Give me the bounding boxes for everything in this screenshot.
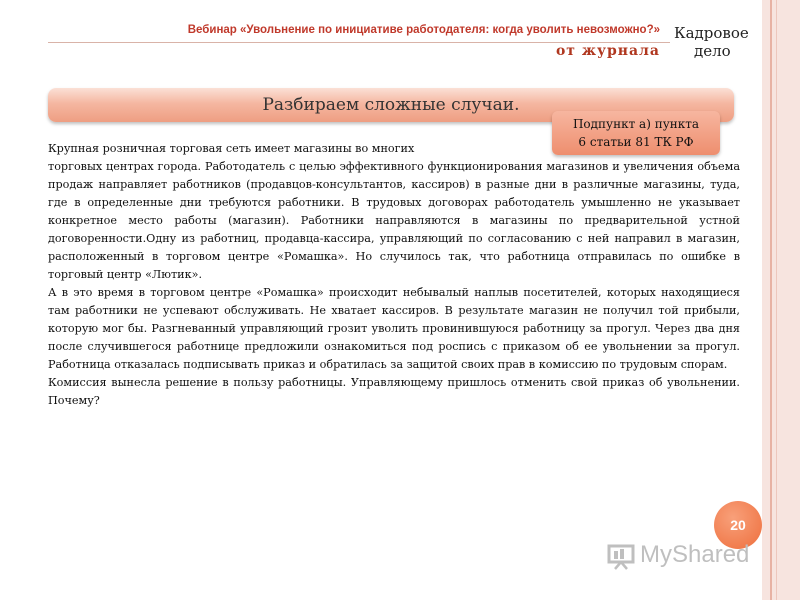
kadrovoe-delo-logo — [672, 20, 764, 64]
case-text — [48, 140, 740, 410]
border-line — [770, 0, 772, 600]
logo-line1: Кадровое — [674, 24, 749, 42]
paragraph-1 — [48, 140, 740, 284]
presentation-icon — [606, 540, 636, 570]
legal-ref-line2: 6 статьи 81 ТК РФ — [578, 135, 694, 149]
paragraph-1-rest: торговых центрах города. Работодатель с целью эффективного функционирования магазинов и увеличения объема продаж направляет работников (продавцов-консультантов, кассиров) в разные дни в различные магазины, туда, где в определенные дни требуются работники. В трудовых договорах работодатель умышленно не указывает конкретное место работы (магазин). Работники направляются в магазины по предварительной устной договоренности.Одну из работниц, продавца-кассира, управляющий по согласованию с ней направил в магазин, расположенный в торговом центре «Ромашка». Но случилось так, что работница отправилась по ошибке в торговый центр «Лютик». — [48, 160, 740, 281]
page-number: 20 — [730, 517, 746, 533]
paragraph-2: А в это время в торговом центре «Ромашка» происходит небывалый наплыв посетителей, которых находящиеся там работники не успевают обслуживать. Не хватает кассиров. В результате магазин не получил той прибыли, которую мог бы. Разгневанный управляющий грозит уволить провинившуюся работницу за прогул. Через два дня после случившегося работнице предложили ознакомиться под роспись с приказом об ее увольнении за прогул. Работница отказалась подписывать приказ и обратилась за защитой своих прав в комиссию по трудовым спорам. — [48, 286, 740, 371]
watermark-text: MyShared — [640, 541, 750, 568]
legal-reference-box — [552, 111, 720, 155]
legal-ref-line1: Подпункт а) пункта — [572, 117, 700, 131]
border-line — [776, 0, 777, 600]
from-journal-label: от журнала — [555, 43, 660, 59]
paragraph-3: Комиссия вынесла решение в пользу работницы. Управляющему пришлось отменить свой приказ об увольнении. Почему? — [48, 376, 740, 407]
paragraph-1-lead: Крупная розничная торговая сеть имеет магазины во многих — [48, 142, 415, 155]
section-title: Разбираем сложные случаи. — [262, 95, 520, 115]
webinar-title: Вебинар «Увольнение по инициативе работодателя: когда уволить невозможно?» — [187, 24, 660, 36]
right-decorative-border — [762, 0, 800, 600]
myshared-watermark — [606, 538, 776, 572]
logo-line2: дело — [694, 42, 731, 60]
